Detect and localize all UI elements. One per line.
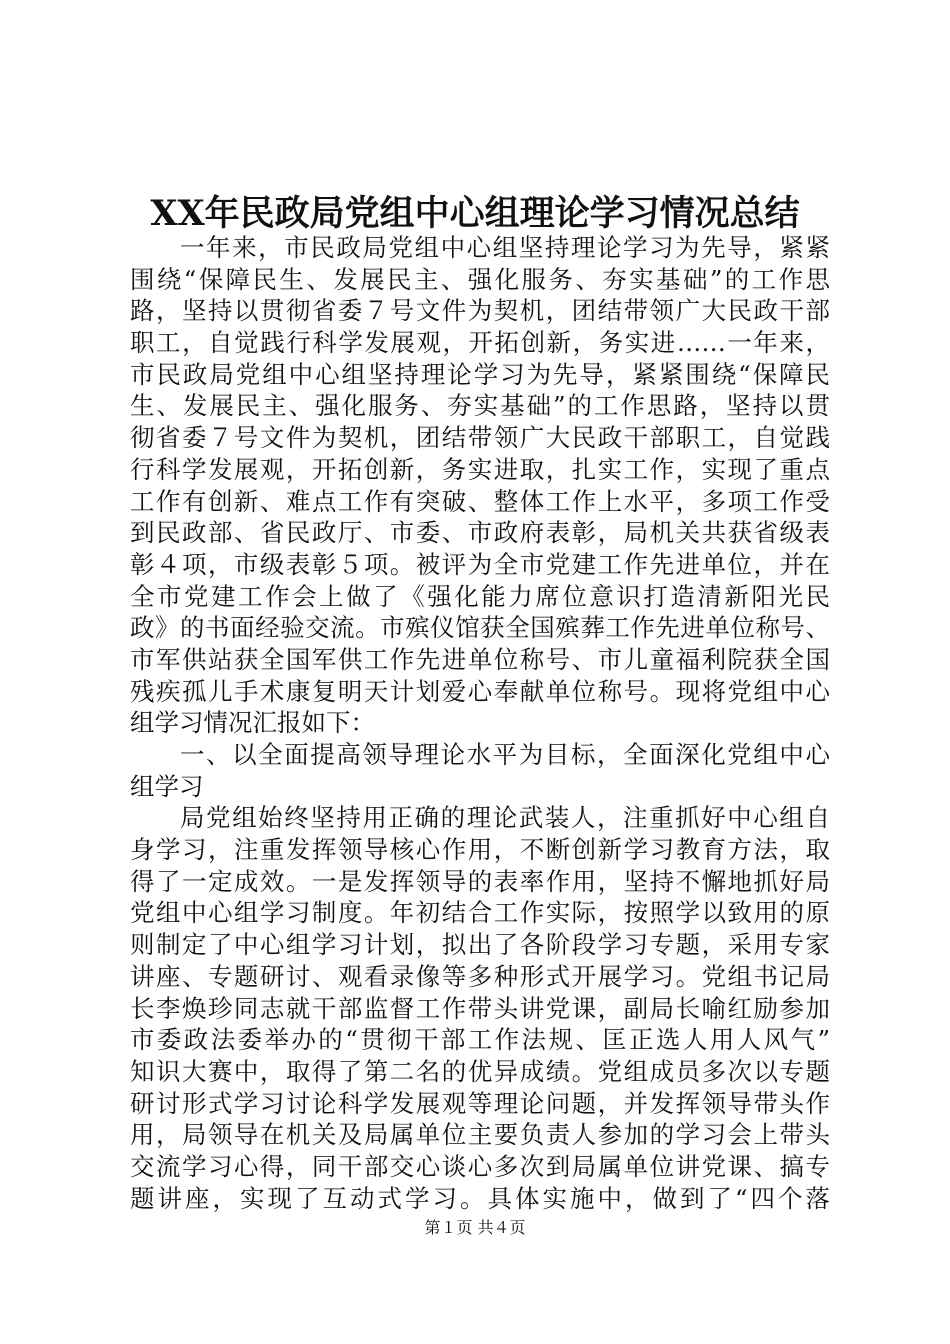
text-line: 则制定了中心组学习计划，拟出了各阶段学习专题，采用专家	[130, 930, 830, 960]
text-line: 政》的书面经验交流。市殡仪馆获全国殡葬工作先进单位称号、	[130, 613, 830, 643]
text-line: 一年来，市民政局党组中心组坚持理论学习为先导，紧紧	[180, 233, 830, 262]
document-body	[130, 232, 830, 1214]
text-line: 工作有创新、难点工作有突破、整体工作上水平，多项工作受	[130, 486, 830, 516]
text-line: 市民政局党组中心组坚持理论学习为先导，紧紧围绕“保障民	[130, 359, 830, 389]
text-line: 市委政法委举办的“贯彻干部工作法规、匡正选人用人风气”	[130, 1025, 830, 1055]
section-heading-line: 组学习	[130, 771, 204, 801]
section-heading-line: 一、以全面提高领导理论水平为目标，全面深化党组中心	[180, 740, 830, 769]
text-line: 题讲座，实现了互动式学习。具体实施中，做到了“四个落	[130, 1183, 830, 1213]
text-line: 彰４项，市级表彰５项。被评为全市党建工作先进单位，并在	[130, 549, 830, 579]
text-line: 围绕“保障民生、发展民主、强化服务、夯实基础”的工作思	[130, 264, 830, 294]
text-line: 彻省委７号文件为契机，团结带领广大民政干部职工，自觉践	[130, 423, 830, 453]
text-line: 讲座、专题研讨、观看录像等多种形式开展学习。党组书记局	[130, 961, 830, 991]
text-line: 到民政部、省民政厅、市委、市政府表彰，局机关共获省级表	[130, 518, 830, 548]
text-line: 用，局领导在机关及局属单位主要负责人参加的学习会上带头	[130, 1120, 830, 1150]
text-line: 市军供站获全国军供工作先进单位称号、市儿童福利院获全国	[130, 644, 830, 674]
text-line: 交流学习心得，同干部交心谈心多次到局属单位讲党课、搞专	[130, 1151, 830, 1181]
text-line: 研讨形式学习讨论科学发展观等理论问题，并发挥领导带头作	[130, 1088, 830, 1118]
text-line: 全市党建工作会上做了《强化能力席位意识打造清新阳光民	[130, 581, 830, 611]
text-line: 党组中心组学习制度。年初结合工作实际，按照学以致用的原	[130, 898, 830, 928]
text-line: 组学习情况汇报如下：	[130, 708, 375, 738]
document-title: XX年民政局党组中心组理论学习情况总结	[150, 193, 800, 234]
text-line: 残疾孤儿手术康复明天计划爱心奉献单位称号。现将党组中心	[130, 676, 830, 706]
text-line: 知识大赛中，取得了第二名的优异成绩。党组成员多次以专题	[130, 1056, 830, 1086]
text-line: 生、发展民主、强化服务、夯实基础”的工作思路，坚持以贯	[130, 391, 830, 421]
text-line: 路，坚持以贯彻省委７号文件为契机，团结带领广大民政干部	[130, 296, 830, 326]
text-line: 行科学发展观，开拓创新，务实进取，扎实工作，实现了重点	[130, 454, 830, 484]
page-number-footer: 第１页 共４页	[424, 1218, 526, 1237]
text-line: 局党组始终坚持用正确的理论武装人，注重抓好中心组自	[180, 803, 830, 833]
text-line: 长李焕珍同志就干部监督工作带头讲党课，副局长喻红励参加	[130, 993, 830, 1023]
text-line: 身学习，注重发挥领导核心作用，不断创新学习教育方法，取	[130, 835, 830, 865]
text-line: 得了一定成效。一是发挥领导的表率作用，坚持不懈地抓好局	[130, 866, 830, 896]
text-line: 职工，自觉践行科学发展观，开拓创新，务实进……一年来，	[130, 328, 830, 358]
